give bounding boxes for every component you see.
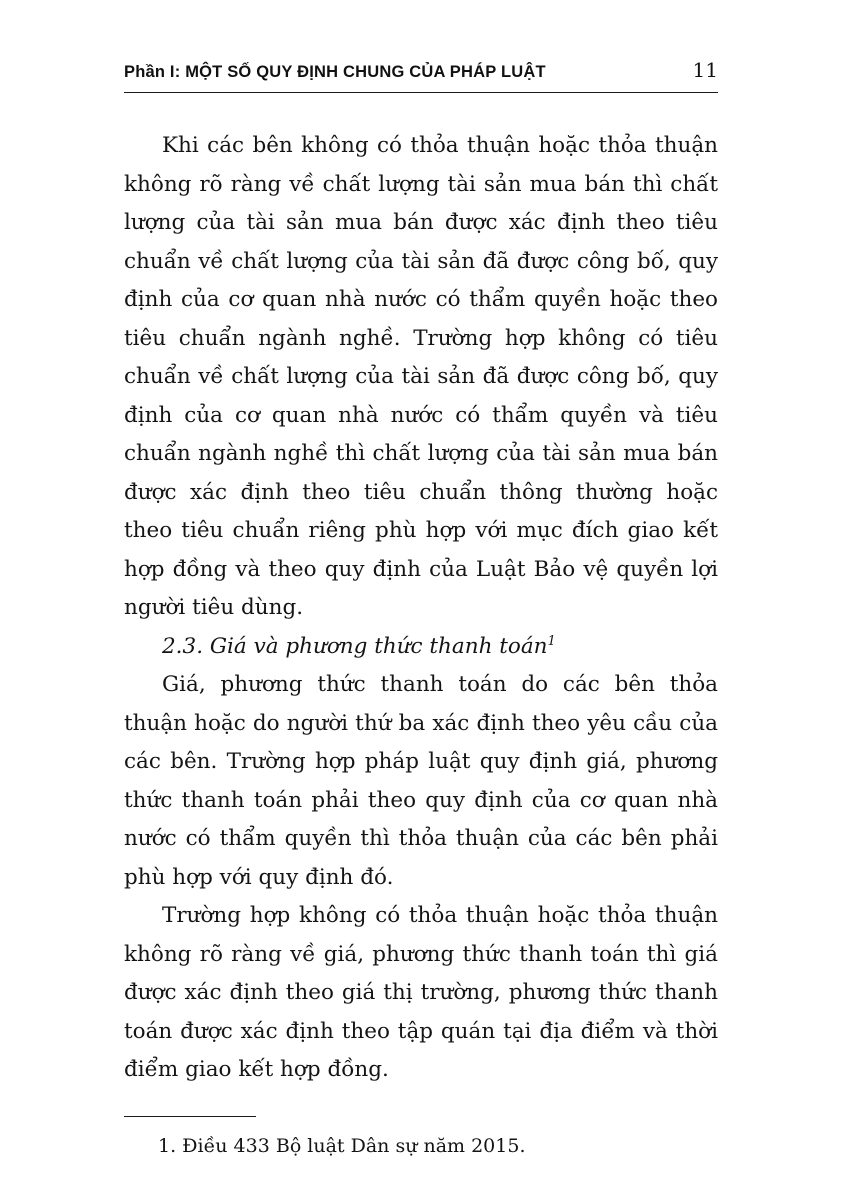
- footnote-separator: [124, 1116, 256, 1117]
- page-number: 11: [692, 58, 718, 82]
- footnote-text: 1. Điều 433 Bộ luật Dân sự năm 2015.: [158, 1134, 526, 1157]
- paragraph-1: Khi các bên không có thỏa thuận hoặc thỏa thuận không rõ ràng về chất lượng tài sản mua bán thì chất lượng của tài sản mua bán được xác định theo tiêu chuẩn về chất lượng của tài sản đã được công bố, quy định của cơ quan nhà nước có thẩm quyền hoặc theo tiêu chuẩn ngành nghề. Trường hợp không có tiêu chuẩn về chất lượng của tài sản đã được công bố, quy định của cơ quan nhà nước có thẩm quyền và tiêu chuẩn ngành nghề thì chất lượng của tài sản mua bán được xác định theo tiêu chuẩn thông thường hoặc theo tiêu chuẩn riêng phù hợp với mục đích giao kết hợp đồng và theo quy định của Luật Bảo vệ quyền lợi người tiêu dùng.: [124, 133, 718, 620]
- footnote-block: [124, 1116, 718, 1161]
- chapter-title-prefix: Phần I:: [124, 63, 186, 81]
- chapter-title: [124, 63, 546, 82]
- footnote-reference: 1: [547, 633, 556, 649]
- page-body: [124, 127, 718, 1090]
- section-heading: [124, 628, 718, 667]
- chapter-title-text: MỘT SỐ QUY ĐỊNH CHUNG CỦA PHÁP LUẬT: [185, 63, 546, 81]
- running-header: [124, 58, 718, 93]
- section-heading-text: 2.3. Giá và phương thức thanh toán: [162, 633, 548, 659]
- paragraph-3: Trường hợp không có thỏa thuận hoặc thỏa thuận không rõ ràng về giá, phương thức thanh toán thì giá được xác định theo giá thị trường, phương thức thanh toán được xác định theo tập quán tại địa điểm và thời điểm giao kết hợp đồng.: [124, 903, 718, 1082]
- paragraph-2: Giá, phương thức thanh toán do các bên thỏa thuận hoặc do người thứ ba xác định theo yêu cầu của các bên. Trường hợp pháp luật quy định giá, phương thức thanh toán phải theo quy định của cơ quan nhà nước có thẩm quyền thì thỏa thuận của các bên phải phù hợp với quy định đó.: [124, 672, 718, 890]
